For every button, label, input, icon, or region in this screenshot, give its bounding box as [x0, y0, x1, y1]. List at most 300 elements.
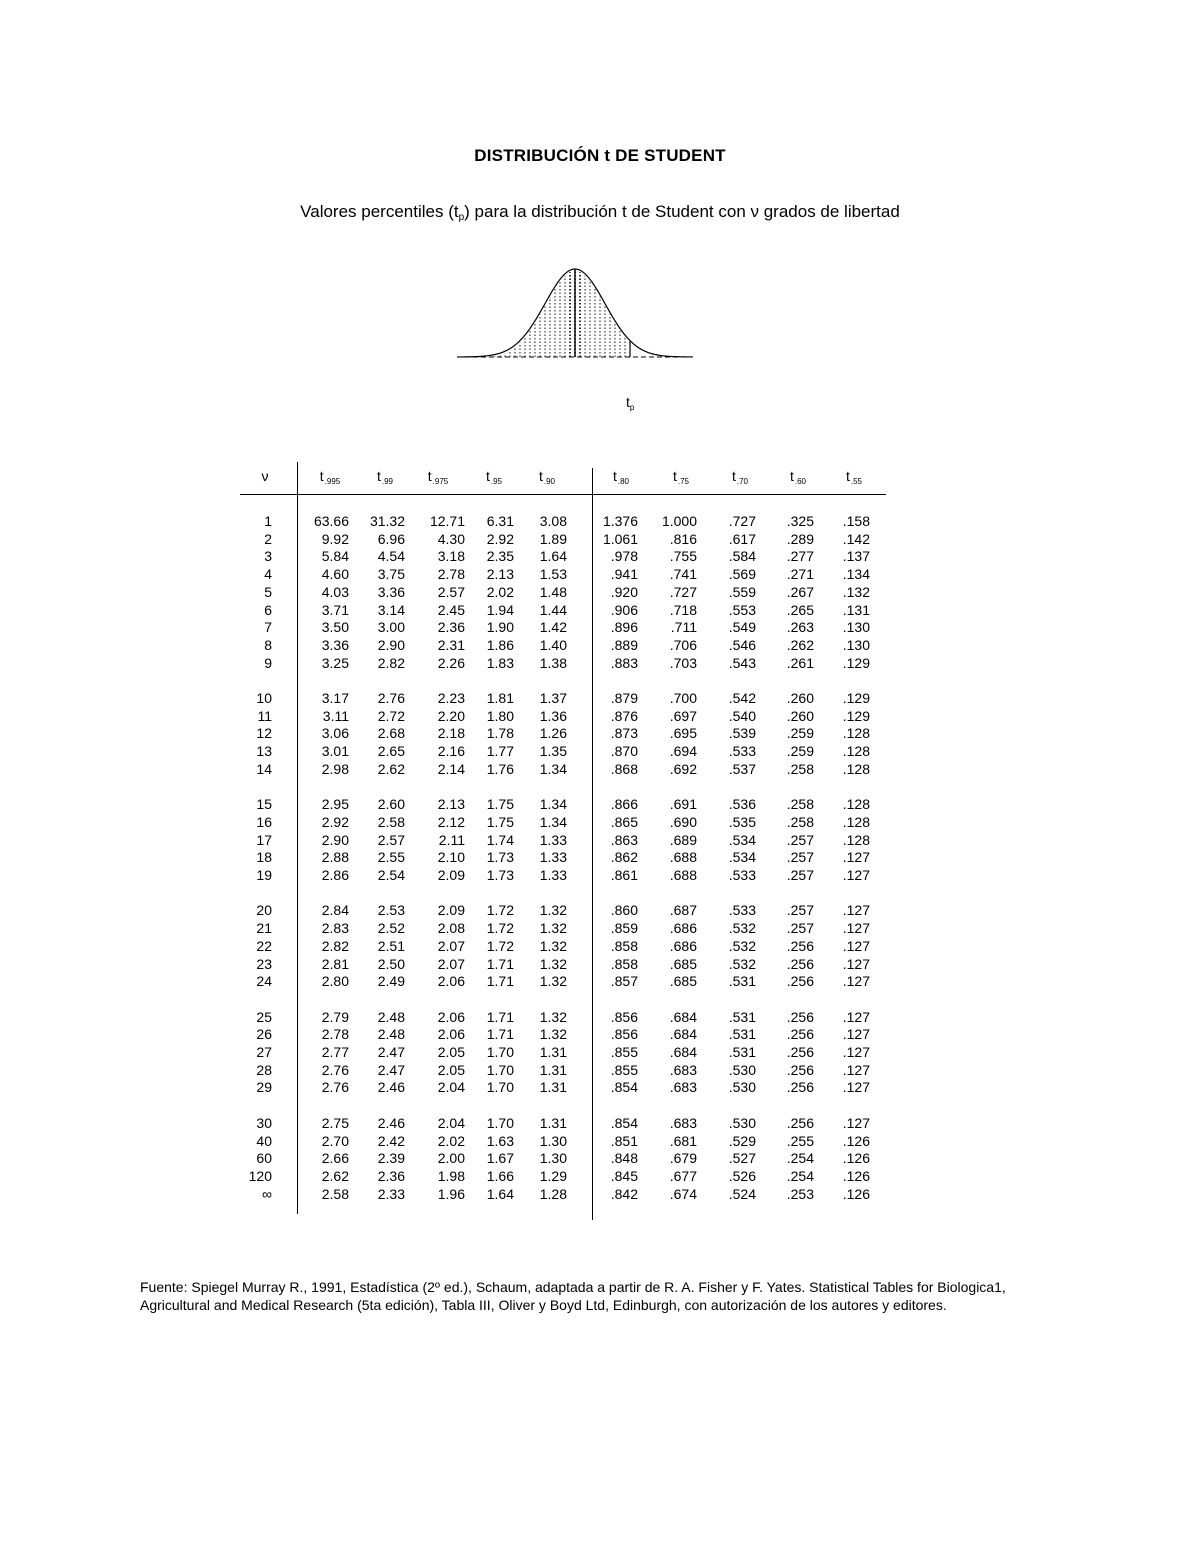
table-cell: .325 — [786, 513, 814, 529]
table-cell: 4.60 — [321, 566, 349, 583]
table-cell: 3.25 — [321, 654, 349, 671]
column-header-percentile: .995 — [324, 477, 341, 486]
column-header-symbol: t — [319, 468, 324, 484]
df-cell: 4 — [264, 566, 272, 583]
table-cell: 1.53 — [539, 566, 567, 583]
table-cell: 3.01 — [321, 743, 349, 760]
table-cell: 1.48 — [539, 583, 567, 600]
table-cell: 2.84 — [321, 902, 349, 919]
df-cell: 10 — [256, 690, 272, 706]
table-cell: .142 — [842, 530, 870, 547]
table-cell: 1.32 — [539, 1026, 567, 1043]
table-cell: .691 — [669, 796, 697, 813]
table-cell: .816 — [669, 530, 697, 547]
column-header-symbol: t — [731, 468, 736, 484]
df-cell: 60 — [256, 1150, 272, 1167]
df-cell: 5 — [264, 583, 272, 600]
table-cell: .727 — [728, 513, 756, 529]
table-cell: 3.00 — [377, 619, 405, 636]
table-cell: .543 — [728, 654, 756, 671]
table-cell: .697 — [669, 707, 697, 724]
table-cell: .863 — [610, 831, 638, 848]
table-cell: 2.58 — [377, 813, 405, 830]
table-cell: 2.04 — [437, 1114, 465, 1131]
table-cell: .137 — [842, 548, 870, 565]
table-cell: 1.31 — [539, 1061, 567, 1078]
table-cell: 2.12 — [437, 813, 465, 830]
table-cell: .260 — [786, 690, 814, 706]
table-cell: .524 — [728, 1185, 756, 1202]
table-cell: 1.90 — [486, 619, 514, 636]
table-cell: 1.42 — [539, 619, 567, 636]
table-cell: .681 — [669, 1132, 697, 1149]
table-cell: .127 — [842, 1114, 870, 1131]
table-cell: .537 — [728, 760, 756, 777]
table-cell: 2.00 — [437, 1150, 465, 1167]
table-cell: .263 — [786, 619, 814, 636]
table-cell: 1.86 — [486, 636, 514, 653]
table-cell: 2.26 — [437, 654, 465, 671]
table-cell: .978 — [610, 548, 638, 565]
table-cell: 1.34 — [539, 760, 567, 777]
df-cell: 17 — [256, 831, 272, 848]
table-cell: 2.81 — [321, 955, 349, 972]
table-cell: .256 — [786, 1114, 814, 1131]
df-cell: 25 — [256, 1008, 272, 1025]
table-cell: .129 — [842, 707, 870, 724]
table-cell: .866 — [610, 796, 638, 813]
column-header-percentile: .95 — [490, 477, 502, 486]
table-cell: 9.92 — [321, 530, 349, 547]
table-cell: 1.35 — [539, 743, 567, 760]
table-cell: 2.90 — [321, 831, 349, 848]
table-cell: 2.82 — [377, 654, 405, 671]
table-cell: .687 — [669, 902, 697, 919]
table-cell: .865 — [610, 813, 638, 830]
table-cell: .128 — [842, 760, 870, 777]
table-cell: 2.06 — [437, 973, 465, 990]
table-cell: .906 — [610, 601, 638, 618]
table-cell: .553 — [728, 601, 756, 618]
table-cell: 1.78 — [486, 725, 514, 742]
column-header-symbol: t — [538, 468, 543, 484]
column-header-percentile: .99 — [381, 477, 393, 486]
column-header-percentile: .975 — [432, 477, 449, 486]
table-cell: .258 — [786, 760, 814, 777]
table-cell: .883 — [610, 654, 638, 671]
table-cell: 1.77 — [486, 743, 514, 760]
table-cell: 2.42 — [377, 1132, 405, 1149]
table-cell: 3.36 — [321, 636, 349, 653]
table-cell: 1.36 — [539, 707, 567, 724]
table-cell: .128 — [842, 813, 870, 830]
table-cell: .257 — [786, 867, 814, 883]
table-cell: 1.72 — [486, 920, 514, 937]
table-cell: 2.36 — [437, 619, 465, 636]
table-cell: .127 — [842, 937, 870, 954]
table-cell: .259 — [786, 725, 814, 742]
table-cell: .534 — [728, 831, 756, 848]
column-header-percentile: .75 — [677, 477, 689, 486]
table-cell: 2.70 — [321, 1132, 349, 1149]
table-cell: .256 — [786, 937, 814, 954]
table-cell: .126 — [842, 1185, 870, 1202]
table-cell: 2.20 — [437, 707, 465, 724]
column-header-percentile: .70 — [736, 477, 748, 486]
table-cell: 1.89 — [539, 530, 567, 547]
table-cell: 2.14 — [437, 760, 465, 777]
table-cell: .870 — [610, 743, 638, 760]
table-cell: 3.71 — [321, 601, 349, 618]
table-cell: 1.31 — [539, 1114, 567, 1131]
table-cell: .127 — [842, 902, 870, 919]
table-cell: 2.79 — [321, 1008, 349, 1025]
column-header-symbol: t — [612, 468, 617, 484]
table-cell: 1.32 — [539, 902, 567, 919]
table-cell: 2.06 — [437, 1008, 465, 1025]
table-cell: .530 — [728, 1114, 756, 1131]
table-cell: .868 — [610, 760, 638, 777]
table-cell: .132 — [842, 583, 870, 600]
table-cell: 1.30 — [539, 1150, 567, 1167]
table-cell: 1.64 — [539, 548, 567, 565]
df-cell: 21 — [256, 920, 272, 937]
table-cell: .879 — [610, 690, 638, 706]
table-cell: .260 — [786, 707, 814, 724]
table-cell: 2.07 — [437, 937, 465, 954]
table-cell: .683 — [669, 1114, 697, 1131]
table-cell: 2.46 — [377, 1114, 405, 1131]
table-cell: .533 — [728, 743, 756, 760]
table-cell: 1.32 — [539, 1008, 567, 1025]
table-cell: 2.47 — [377, 1044, 405, 1060]
column-header — [768, 468, 828, 486]
table-cell: .694 — [669, 743, 697, 760]
df-cell: 40 — [256, 1132, 272, 1149]
df-cell: 6 — [264, 601, 272, 618]
table-cell: 2.55 — [377, 849, 405, 866]
table-cell: .257 — [786, 902, 814, 919]
table-cell: 2.47 — [377, 1061, 405, 1078]
column-header-percentile: .80 — [617, 477, 629, 486]
table-cell: .703 — [669, 654, 697, 671]
table-cell: 1.32 — [539, 955, 567, 972]
table-cell: 1.73 — [486, 867, 514, 883]
table-cell: .941 — [610, 566, 638, 583]
df-cell: 3 — [264, 548, 272, 565]
table-cell: .126 — [842, 1150, 870, 1167]
table-cell: .855 — [610, 1061, 638, 1078]
table-cell: 1.66 — [486, 1167, 514, 1184]
df-cell: 12 — [256, 725, 272, 742]
table-cell: .533 — [728, 902, 756, 919]
header-rule — [240, 494, 886, 495]
figure-label-subscript: p — [629, 403, 635, 412]
table-cell: 4.30 — [437, 530, 465, 547]
column-header-symbol: t — [672, 468, 677, 484]
table-cell: 1.67 — [486, 1150, 514, 1167]
table-cell: .256 — [786, 1026, 814, 1043]
column-header — [591, 468, 651, 486]
table-cell: .261 — [786, 654, 814, 671]
table-cell: 2.02 — [437, 1132, 465, 1149]
table-cell: .267 — [786, 583, 814, 600]
table-cell: .876 — [610, 707, 638, 724]
column-header — [824, 468, 884, 486]
table-cell: 2.11 — [438, 831, 465, 848]
df-cell: 1 — [264, 513, 272, 529]
table-cell: 2.95 — [321, 796, 349, 813]
table-cell: 2.54 — [377, 867, 405, 883]
table-cell: 1.29 — [539, 1167, 567, 1184]
table-cell: 2.78 — [321, 1026, 349, 1043]
table-cell: 1.34 — [539, 813, 567, 830]
table-cell: 1.83 — [486, 654, 514, 671]
table-cell: .531 — [728, 1026, 756, 1043]
table-cell: .741 — [669, 566, 697, 583]
table-cell: 2.48 — [377, 1026, 405, 1043]
table-cell: .677 — [669, 1167, 697, 1184]
source-footnote: Fuente: Spiegel Murray R., 1991, Estadística (2º ed.), Schaum, adaptada a partir de R. A. Fisher y F. Yates. Statistical Tables for Biologica1, Agricultural and Medical Research (5ta edición), Tabla III, Oliver y Boyd Ltd, Edinburgh, con autorización de los autores y editores. — [140, 1279, 1006, 1313]
table-cell: .535 — [728, 813, 756, 830]
table-cell: .685 — [669, 955, 697, 972]
table-cell: .854 — [610, 1079, 638, 1096]
column-header-percentile: .55 — [850, 477, 862, 486]
column-header-symbol: ν — [261, 468, 269, 484]
table-cell: .711 — [670, 619, 697, 636]
table-cell: 2.49 — [377, 973, 405, 990]
table-cell: .532 — [728, 937, 756, 954]
table-cell: .889 — [610, 636, 638, 653]
table-cell: .534 — [728, 849, 756, 866]
table-cell: .129 — [842, 690, 870, 706]
table-cell: .542 — [728, 690, 756, 706]
table-cell: .128 — [842, 831, 870, 848]
table-cell: .920 — [610, 583, 638, 600]
table-cell: 2.05 — [437, 1044, 465, 1060]
table-cell: .277 — [786, 548, 814, 565]
table-cell: .684 — [669, 1044, 697, 1060]
table-cell: 1.061 — [602, 530, 638, 547]
column-header-symbol: t — [427, 468, 432, 484]
table-cell: 3.18 — [437, 548, 465, 565]
table-cell: 3.17 — [321, 690, 349, 706]
table-cell: 2.60 — [377, 796, 405, 813]
table-cell: 1.71 — [486, 955, 514, 972]
table-cell: .688 — [669, 867, 697, 883]
table-cell: 2.02 — [486, 583, 514, 600]
df-cell: 19 — [256, 867, 272, 883]
table-cell: 2.08 — [437, 920, 465, 937]
column-header — [710, 468, 770, 486]
df-cell: 15 — [256, 796, 272, 813]
table-cell: .706 — [669, 636, 697, 653]
column-header-symbol: t — [845, 468, 850, 484]
table-cell: 2.98 — [321, 760, 349, 777]
table-cell: .128 — [842, 743, 870, 760]
table-cell: 1.73 — [486, 849, 514, 866]
column-header — [300, 468, 360, 486]
df-cell: 9 — [264, 654, 272, 671]
table-cell: 1.376 — [602, 513, 638, 529]
table-cell: 2.13 — [486, 566, 514, 583]
column-header-symbol: t — [485, 468, 490, 484]
table-cell: 1.33 — [539, 831, 567, 848]
table-cell: 2.46 — [377, 1079, 405, 1096]
table-cell: 2.31 — [437, 636, 465, 653]
table-cell: 2.78 — [437, 566, 465, 583]
df-cell: 16 — [256, 813, 272, 830]
table-cell: 1.74 — [486, 831, 514, 848]
df-cell: 8 — [264, 636, 272, 653]
subtitle-part-1: Valores percentiles (t — [300, 202, 459, 221]
table-cell: 1.75 — [486, 796, 514, 813]
table-cell: .131 — [842, 601, 870, 618]
table-cell: 63.66 — [313, 513, 349, 529]
table-cell: .127 — [842, 1061, 870, 1078]
table-cell: 1.000 — [661, 513, 697, 529]
table-cell: 2.10 — [437, 849, 465, 866]
table-cell: 2.76 — [377, 690, 405, 706]
table-cell: .689 — [669, 831, 697, 848]
table-cell: 2.48 — [377, 1008, 405, 1025]
table-cell: .256 — [786, 1079, 814, 1096]
table-cell: 1.28 — [539, 1185, 567, 1202]
table-cell: 1.34 — [539, 796, 567, 813]
table-cell: .569 — [728, 566, 756, 583]
table-cell: 1.31 — [539, 1079, 567, 1096]
table-cell: 1.37 — [539, 690, 567, 706]
table-cell: 2.72 — [377, 707, 405, 724]
table-cell: 2.76 — [321, 1079, 349, 1096]
column-header — [517, 468, 577, 486]
column-header — [235, 468, 295, 484]
column-header — [651, 468, 711, 486]
table-cell: .127 — [842, 1079, 870, 1096]
table-cell: .718 — [669, 601, 697, 618]
table-cell: 4.03 — [321, 583, 349, 600]
table-cell: 1.72 — [486, 902, 514, 919]
table-cell: 1.81 — [486, 690, 514, 706]
table-cell: 2.62 — [377, 760, 405, 777]
table-cell: .256 — [786, 973, 814, 990]
table-cell: .256 — [786, 955, 814, 972]
table-cell: 1.94 — [486, 601, 514, 618]
column-header — [408, 468, 468, 486]
table-cell: 2.09 — [437, 902, 465, 919]
table-cell: .858 — [610, 955, 638, 972]
table-cell: .255 — [786, 1132, 814, 1149]
table-cell: .727 — [669, 583, 697, 600]
table-cell: .530 — [728, 1061, 756, 1078]
table-cell: .129 — [842, 654, 870, 671]
table-cell: 2.82 — [321, 937, 349, 954]
table-cell: 2.36 — [377, 1167, 405, 1184]
df-cell: ∞ — [262, 1185, 272, 1202]
table-cell: 3.11 — [322, 707, 349, 724]
df-cell: 11 — [257, 707, 272, 724]
column-header-symbol: t — [789, 468, 794, 484]
column-header — [464, 468, 524, 486]
table-cell: 1.70 — [486, 1061, 514, 1078]
table-cell: 2.09 — [437, 867, 465, 883]
table-cell: .584 — [728, 548, 756, 565]
df-cell: 7 — [264, 619, 272, 636]
table-cell: .258 — [786, 813, 814, 830]
table-cell: .856 — [610, 1026, 638, 1043]
column-header-percentile: .60 — [794, 477, 806, 486]
table-cell: 3.50 — [321, 619, 349, 636]
table-cell: .848 — [610, 1150, 638, 1167]
table-cell: 3.08 — [539, 513, 567, 529]
table-cell: 1.40 — [539, 636, 567, 653]
t-distribution-table — [240, 462, 890, 1222]
table-cell: 2.77 — [321, 1044, 349, 1060]
table-cell: .256 — [786, 1044, 814, 1060]
table-cell: 1.70 — [486, 1044, 514, 1060]
table-cell: .262 — [786, 636, 814, 653]
table-cell: 2.13 — [437, 796, 465, 813]
table-cell: 2.52 — [377, 920, 405, 937]
column-header-percentile: .90 — [543, 477, 555, 486]
df-cell: 26 — [256, 1026, 272, 1043]
table-cell: .540 — [728, 707, 756, 724]
table-cell: .531 — [728, 1044, 756, 1060]
table-cell: 2.90 — [377, 636, 405, 653]
table-cell: .686 — [669, 937, 697, 954]
table-cell: .529 — [728, 1132, 756, 1149]
table-cell: .685 — [669, 973, 697, 990]
table-cell: 1.80 — [486, 707, 514, 724]
table-cell: .674 — [669, 1185, 697, 1202]
table-cell: .128 — [842, 796, 870, 813]
column-header-symbol: t — [376, 468, 381, 484]
subtitle-part-2: ) para la distribución t de Student con ν grados de libertad — [464, 202, 900, 221]
table-cell: .559 — [728, 583, 756, 600]
table-cell: .259 — [786, 743, 814, 760]
table-cell: .265 — [786, 601, 814, 618]
table-cell: 2.50 — [377, 955, 405, 972]
table-cell: .549 — [728, 619, 756, 636]
table-cell: .690 — [669, 813, 697, 830]
table-cell: 2.33 — [377, 1185, 405, 1202]
table-cell: 1.71 — [486, 1008, 514, 1025]
df-cell: 14 — [256, 760, 272, 777]
table-cell: .257 — [786, 849, 814, 866]
df-cell: 23 — [256, 955, 272, 972]
page-subtitle — [0, 202, 1200, 223]
df-cell: 30 — [256, 1114, 272, 1131]
table-cell: 2.92 — [486, 530, 514, 547]
table-cell: .127 — [842, 1026, 870, 1043]
df-cell: 2 — [264, 530, 272, 547]
table-cell: 2.83 — [321, 920, 349, 937]
table-cell: .873 — [610, 725, 638, 742]
table-cell: .256 — [786, 1061, 814, 1078]
page-title: DISTRIBUCIÓN t DE STUDENT — [474, 146, 726, 165]
column-header — [355, 468, 415, 486]
table-cell: .256 — [786, 1008, 814, 1025]
df-cell: 29 — [256, 1079, 272, 1096]
table-cell: 2.57 — [377, 831, 405, 848]
table-cell: 2.66 — [321, 1150, 349, 1167]
table-cell: .127 — [842, 849, 870, 866]
bell-curve-icon — [455, 262, 695, 364]
table-cell: .126 — [842, 1167, 870, 1184]
table-cell: .539 — [728, 725, 756, 742]
table-cell: 1.32 — [539, 973, 567, 990]
table-cell: 2.39 — [377, 1150, 405, 1167]
